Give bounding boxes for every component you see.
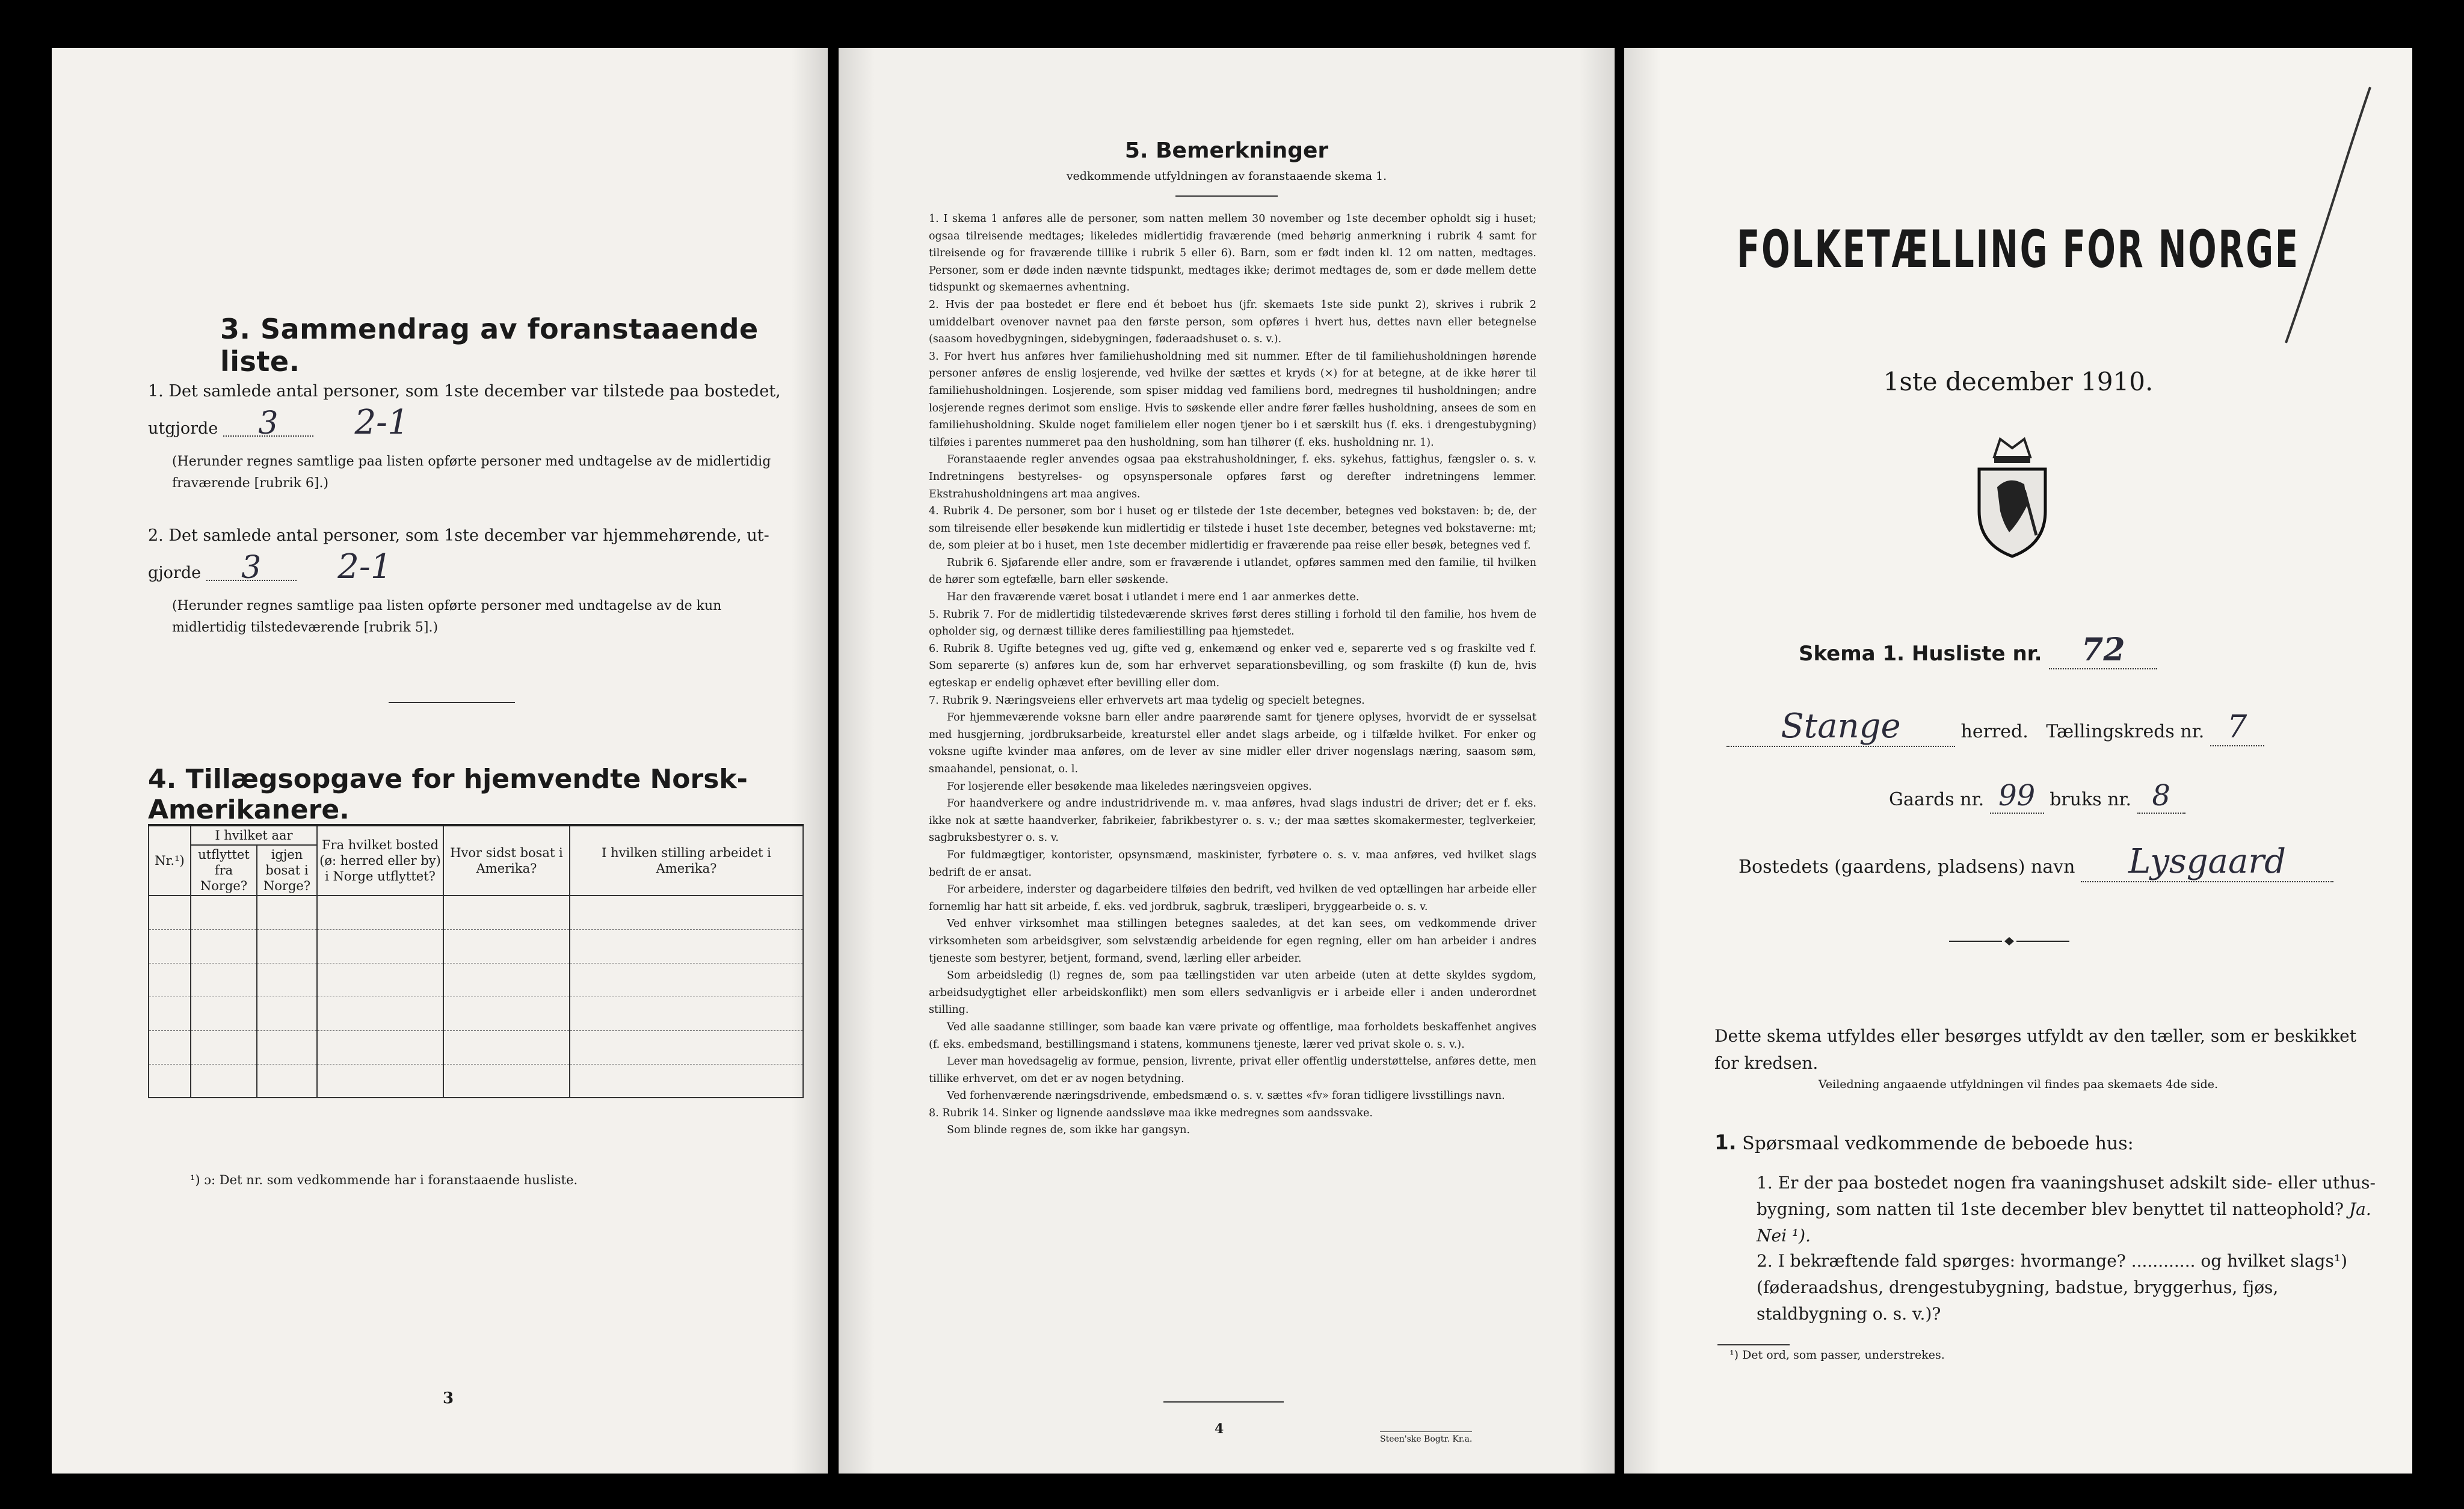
remark-paragraph: 7. Rubrik 9. Næringsveiens eller erhvervets art maa tydelig og specielt betegnes. <box>929 694 1365 707</box>
herred-line <box>1726 707 2264 747</box>
guidance-note: Veiledning angaaende utfyldningen vil findes paa skemaets 4de side. <box>1818 1078 2219 1091</box>
herred-value: Stange <box>1726 707 1955 747</box>
husliste-nr-value: 72 <box>2049 632 2157 669</box>
table-row <box>149 997 803 1030</box>
page-fold-shadow <box>792 48 828 1474</box>
remark-paragraph: Rubrik 6. Sjøfarende eller andre, som er fraværende i utlandet, opføres sammen med den familie, til hvilken de hører som egtefælle, barn eller søskende. <box>929 556 1536 586</box>
gaards-label: Gaards nr. <box>1889 789 1985 810</box>
remarks-body <box>929 211 1536 1139</box>
remark-paragraph: For losjerende eller besøkende maa likeledes næringsveien opgives. <box>947 780 1312 793</box>
section-3-heading: 3. Sammendrag av foranstaaende liste. <box>220 313 759 378</box>
remark-paragraph: For hjemmeværende voksne barn eller andre paarørende samt for tjenere oplyses, hvorvidt de er sysselsat med husgjerning, jordbruksarbeide, kreaturstel eller andet slags arbeide, og i tilfælde hvilket. For enker og voksne ugifte kvinder maa anføres, om de lever av sine midler eller driver nogenslags næring, saasom søm, smaahandel, pensionat, o. l. <box>929 711 1536 775</box>
norsk-amerikanere-table <box>148 824 804 1098</box>
summary-item-1-note: (Herunder regnes samtlige paa listen opførte personer med undtagelse av de midlertidig fraværende [rubrik 6].) <box>172 454 771 491</box>
col-stilling: I hvilken stilling arbeidet i Amerika? <box>570 825 803 896</box>
table-row <box>149 1064 803 1098</box>
page-left <box>52 48 828 1474</box>
table-row <box>149 929 803 963</box>
pen-stroke-mark <box>2274 84 2376 349</box>
col-sidst-bosat: Hvor sidst bosat i Amerika? <box>443 825 570 896</box>
remark-paragraph: Foranstaaende regler anvendes ogsaa paa ekstrahusholdninger, f. eks. sykehus, fattighus, fængsler o. s. v. Indretningens bestyrelses- og opsynspersonale opføres først og derefter indretningens lemmer. Ekstrahusholdningens art maa angives. <box>929 453 1536 500</box>
question-1-number: 1. <box>1714 1131 1737 1155</box>
kreds-label: Tællingskreds nr. <box>2046 721 2205 742</box>
page-fold-shadow <box>1578 48 1615 1474</box>
norway-coat-of-arms-icon <box>1967 433 2057 559</box>
printer-imprint: Steen'ske Bogtr. Kr.a. <box>1380 1431 1472 1444</box>
herred-label: herred. <box>1960 721 2028 742</box>
bruks-label: bruks nr. <box>2050 789 2132 810</box>
remarks-subtitle: vedkommende utfyldningen av foranstaaende skema 1. <box>1066 170 1387 183</box>
summary-item-1-label: utgjorde <box>148 419 218 438</box>
bruks-value: 8 <box>2137 779 2185 814</box>
remark-paragraph: Som arbeidsledig (l) regnes de, som paa tællingstiden var uten arbeide (uten at dette skyldes sygdom, arbeidsudygtighet eller arbeidskonflikt) men som ellers sedvanligvis er i arbeide eller i anden underordnet stilling. <box>929 970 1536 1016</box>
remark-paragraph: 5. Rubrik 7. For de midlertidig tilstedeværende skrives først deres stilling i forhold til den familie, hos hvem de opholder sig, og dernæst tillike deres familiestilling paa hjemstedet. <box>929 608 1536 638</box>
remark-paragraph: Som blinde regnes de, som ikke har gangsyn. <box>947 1124 1190 1137</box>
question-1-text: Spørsmaal vedkommende de beboede hus: <box>1742 1133 2134 1154</box>
page-right <box>1624 48 2412 1474</box>
bosted-value: Lysgaard <box>2081 842 2333 882</box>
remark-paragraph: 2. Hvis der paa bostedet er flere end ét beboet hus (jfr. skemaets 1ste side punkt 2), skrives i rubrik 2 umiddelbart ovenover navnet paa den første person, som opføres i hvert hus, dettes navn eller betegnelse (saasom hovedbygningen, sidebygningen, føderaadshuset o. s. v.). <box>929 298 1536 346</box>
remark-paragraph: For haandverkere og andre industridrivende m. v. maa anføres, hvad slags industri de driver; det er f. eks. ikke nok at sætte haandverker, fabrikeier, fabrikbestyrer o. s. v.; der maa sættes skomakermester, teglverkeier, sagbruksbestyrer o. s. v. <box>929 798 1536 844</box>
page-number: 3 <box>443 1389 454 1407</box>
page-fold-shadow <box>1624 48 1660 1474</box>
remark-paragraph: Ved forhenværende næringsdrivende, embedsmænd o. s. v. sættes «fv» foran tidligere livsstillings navn. <box>947 1090 1505 1102</box>
census-title: FOLKETÆLLING FOR NORGE <box>1737 220 2300 280</box>
table-footnote: ¹) ɔ: Det nr. som vedkommende har i foranstaaende husliste. <box>190 1173 578 1187</box>
question-1 <box>1714 1131 2134 1155</box>
divider <box>389 702 515 703</box>
remark-paragraph: 8. Rubrik 14. Sinker og lignende aandssløve maa ikke medregnes som aandssvake. <box>929 1107 1373 1119</box>
question-1-2: 2. I bekræftende fald spørges: hvormange? ............ og hvilket slags¹) (føderaadshus, drengestubygning, badstue, bryggerhus, fjøs, staldbygning o. s. v.)? <box>1757 1251 2347 1324</box>
footnote: ¹) Det ord, som passer, understrekes. <box>1729 1348 1945 1362</box>
bosted-line <box>1739 842 2333 882</box>
page-number: 4 <box>1215 1421 1224 1437</box>
bosted-label: Bostedets (gaardens, pladsens) navn <box>1739 856 2075 877</box>
summary-item-1-value: 3 <box>223 411 313 437</box>
summary-item-1 <box>148 376 792 444</box>
skema-label: Skema 1. Husliste nr. <box>1799 642 2042 666</box>
remark-paragraph: 3. For hvert hus anføres hver familiehusholdning med sit nummer. Efter de til familiehusholdningen hørende personer anføres de enslig losjerende, ved hvilke der sættes et kryds (×) for at betegne, at de ikke hører til familiehusholdningen. Losjerende, som spiser middag ved familiens bord, medregnes til husholdningen; andre losjerende regnes derimot som enslige. Hvis to søskende eller andre fører fælles husholdning, ansees de som en familiehusholdning. Skulde noget familielem eller nogen tjener bo i et særskilt hus (f. eks. i drengestubygning) tilføies i parentes nummeret paa den husholdning, som han tilhører (f. eks. husholdning nr. 1). <box>929 350 1536 449</box>
remark-paragraph: Ved enhver virksomhet maa stillingen betegnes saaledes, at det kan sees, om vedkommende driver virksomheten som arbeidsgiver, som selvstændig arbeidende for egen regning, eller om han arbeider i andres tjeneste som bestyrer, betjent, formand, svend, lærling eller arbeider. <box>929 918 1536 965</box>
summary-item-2-note: (Herunder regnes samtlige paa listen opførte personer med undtagelse av de kun midlertidig tilstedeværende [rubrik 5].) <box>172 598 722 635</box>
remark-paragraph: Har den fraværende været bosat i utlandet i mere end 1 aar anmerkes dette. <box>947 591 1360 604</box>
remark-paragraph: For fuldmægtiger, kontorister, opsynsmænd, maskinister, fyrbøtere o. s. v. maa anføres, ved hvilket slags bedrift de er ansat. <box>929 849 1536 879</box>
tæller-note: Dette skema utfyldes eller besørges utfyldt av den tæller, som er beskikket for kredsen. <box>1714 1026 2357 1073</box>
table-row <box>149 1030 803 1064</box>
col-igjen: igjen bosat i Norge? <box>257 845 317 896</box>
summary-item-2-value: 3 <box>206 556 297 581</box>
summary-item-2-label: gjorde <box>148 564 202 582</box>
remark-paragraph: 4. Rubrik 4. De personer, som bor i huset og er tilstede der 1ste december, betegnes ved bokstaven: b; de, der som tilreisende eller besøkende kun midlertidig er tilstede i huset 1ste december, betegnes ved bokstaverne: mt; de, som pleier at bo i huset, men 1ste december midlertidig er fraværende paa reise eller besøk, betegnes ved f. <box>929 505 1536 552</box>
question-1-1-text: 1. Er der paa bostedet nogen fra vaaningshuset adskilt side- eller uthus-bygning, som natten til 1ste december blev benyttet til natteophold? <box>1757 1173 2376 1219</box>
remark-paragraph: Ved alle saadanne stillinger, som baade kan være private og offentlige, maa forholdets beskaffenhet angives (f. eks. embedsmand, bestillingsmand i statens, kommunens tjeneste, lærer ved privat skole o. s. v.). <box>929 1021 1536 1051</box>
table-row <box>149 896 803 929</box>
summary-item-2-annotation: 2-1 <box>337 547 392 586</box>
page-middle <box>839 48 1615 1474</box>
page-fold-shadow <box>839 48 875 1474</box>
col-nr: Nr.¹) <box>149 825 191 896</box>
census-date: 1ste december 1910. <box>1883 367 2154 396</box>
divider <box>1717 1344 1790 1345</box>
summary-item-1-annotation: 2-1 <box>354 403 409 442</box>
col-bosted: Fra hvilket bosted (ø: herred eller by) i Norge utflyttet? <box>317 825 443 896</box>
gaards-line <box>1889 779 2185 814</box>
remark-paragraph: For arbeidere, inderster og dagarbeidere tilføies den bedrift, ved hvilken de ved optællingen har arbeide eller fornemlig har hatt sit arbeide, f. eks. ved jordbruk, sagbruk, træsliperi, bryggearbeide o. s. v. <box>929 884 1536 913</box>
gaards-value: 99 <box>1990 779 2044 814</box>
col-utflyttet: utflyttet fra Norge? <box>191 845 257 896</box>
summary-item-1-text: 1. Det samlede antal personer, som 1ste december var tilstede paa bostedet, <box>148 382 781 401</box>
remark-paragraph: 1. I skema 1 anføres alle de personer, som natten mellem 30 november og 1ste december opholdt sig i huset; ogsaa tilreisende medtages; likeledes midlertidig fraværende (med behørig anmerkning i rubrik 4 samt for tilreisende og for fraværende tillike i rubrik 5 eller 6). Barn, som er født inden kl. 12 om natten, medtages. Personer, som er døde inden nævnte tidspunkt, medtages ikke; derimot medtages de, som er døde mellem dette tidspunkt og skemaernes avhentning. <box>929 213 1536 294</box>
summary-item-2 <box>148 520 792 589</box>
divider <box>1175 195 1278 197</box>
ornament-divider-icon <box>1949 935 2069 947</box>
remark-paragraph: 6. Rubrik 8. Ugifte betegnes ved ug, gifte ved g, enkemænd og enker ved e, separerte ved s og fraskilte ved f. Som separerte (s) anføres kun de, som har erhvervet separationsbevilling, og som fraskilte (f) kun de, hvis egteskap er endelig ophævet efter bevilling eller dom. <box>929 642 1536 690</box>
remark-paragraph: Lever man hovedsagelig av formue, pension, livrente, privat eller offentlig understøttelse, anføres dette, men tillike erhvervet, om det er av nogen betydning. <box>929 1056 1536 1085</box>
col-group-aar: I hvilket aar <box>191 825 317 845</box>
remarks-title: 5. Bemerkninger <box>1124 138 1329 163</box>
question-1-1-answer: Ja. Nei ¹). <box>1757 1199 2371 1246</box>
kreds-value: 7 <box>2210 709 2264 746</box>
section-4-heading: 4. Tillægsopgave for hjemvendte Norsk-Amerikanere. <box>148 764 748 825</box>
summary-item-2-text: 2. Det samlede antal personer, som 1ste december var hjemmehørende, ut- <box>148 526 769 545</box>
divider <box>1163 1401 1284 1403</box>
question-1-1 <box>1757 1170 2394 1249</box>
table-row <box>149 963 803 997</box>
skema-husliste <box>1799 632 2157 669</box>
